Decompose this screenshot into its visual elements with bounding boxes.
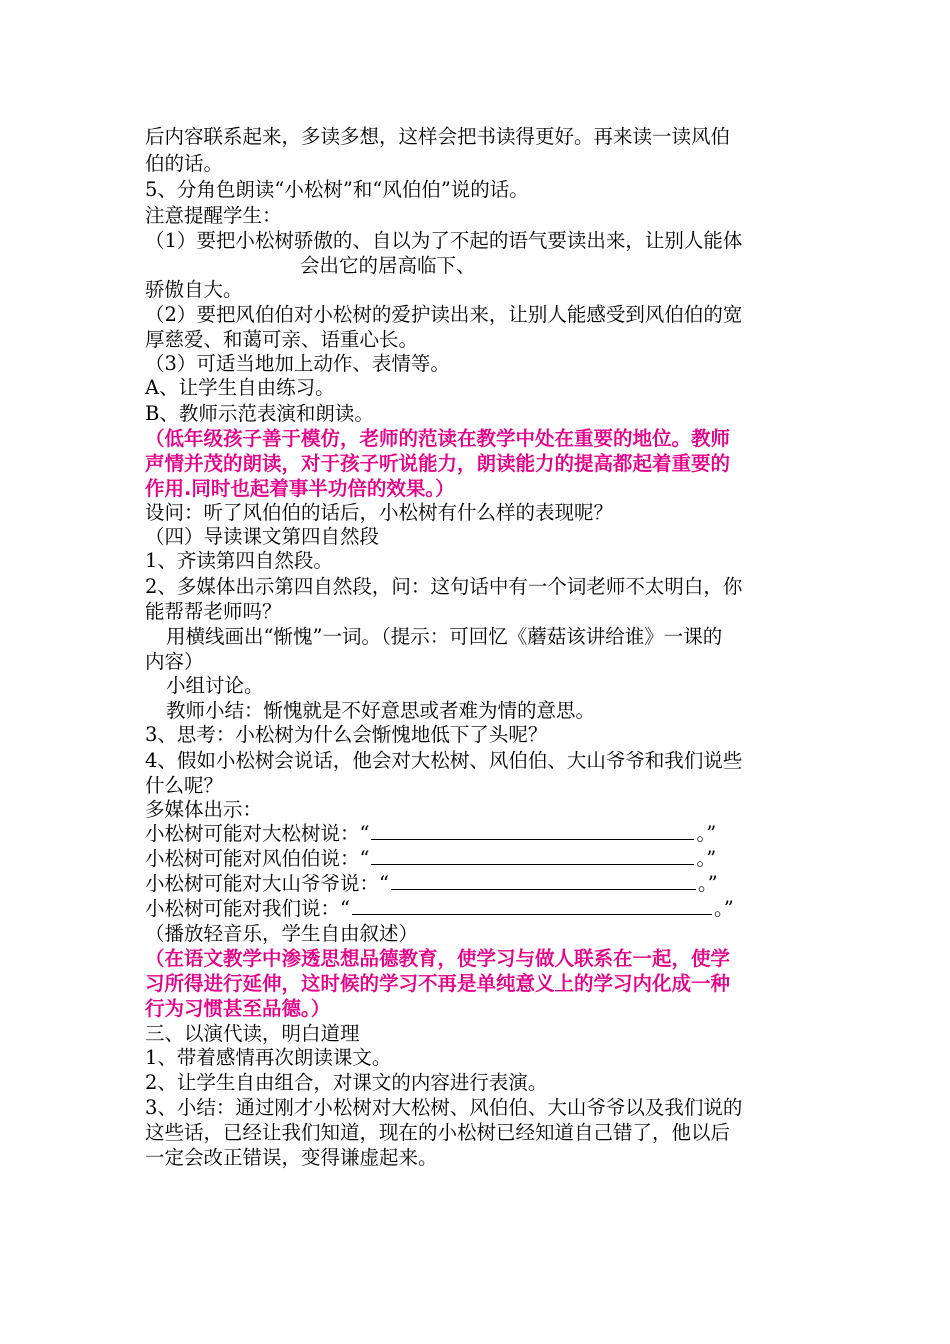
- text-line: 4、假如小松树会说话，他会对大松树、风伯伯、大山爷爷和我们说些: [145, 749, 743, 772]
- fill-in-suffix: 。”: [696, 822, 717, 845]
- teaching-note: 行为习惯甚至品德。）: [145, 997, 331, 1020]
- teaching-note: 声情并茂的朗读，对于孩子听说能力，朗读能力的提高都起着重要的: [145, 452, 731, 475]
- answer-blank: [371, 846, 694, 865]
- fill-in-prefix: 小松树可能对大山爷爷说：“: [145, 872, 389, 895]
- fill-in-line: [145, 896, 734, 922]
- answer-blank: [352, 896, 712, 915]
- text-line: 3、小结：通过刚才小松树对大松树、风伯伯、大山爷爷以及我们说的: [145, 1096, 743, 1119]
- text-line: 能帮帮老师吗？: [145, 600, 282, 623]
- text-line: 1、齐读第四自然段。: [145, 549, 333, 572]
- text-line: （1）要把小松树骄傲的、自以为了不起的语气要读出来，让别人能体: [145, 229, 743, 252]
- text-line: 3、思考：小松树为什么会惭愧地低下了头呢？: [145, 723, 548, 746]
- answer-blank: [371, 821, 694, 840]
- section-heading: （四）导读课文第四自然段: [145, 525, 380, 548]
- text-line: 2、让学生自由组合，对课文的内容进行表演。: [145, 1071, 548, 1094]
- text-line: 2、多媒体出示第四自然段，问：这句话中有一个词老师不太明白，你: [145, 575, 743, 598]
- teaching-note: 习所得进行延伸，这时候的学习不再是单纯意义上的学习内化成一种: [145, 972, 731, 995]
- fill-in-line: [145, 846, 716, 872]
- fill-in-prefix: 小松树可能对大松树说：“: [145, 822, 370, 845]
- fill-in-prefix: 小松树可能对我们说：“: [145, 897, 350, 920]
- text-line: B、教师示范表演和朗读。: [145, 402, 374, 425]
- text-line: 教师小结：惭愧就是不好意思或者难为情的意思。: [166, 699, 596, 722]
- text-line: 什么呢？: [145, 774, 224, 797]
- fill-in-prefix: 小松树可能对风伯伯说：“: [145, 847, 370, 870]
- text-line: 内容）: [145, 650, 204, 673]
- text-line: A、让学生自由练习。: [145, 376, 335, 399]
- text-line: 骄傲自大。: [145, 278, 243, 301]
- text-line: 这些话，已经让我们知道，现在的小松树已经知道自己错了，他以后: [145, 1121, 731, 1144]
- text-line: 后内容联系起来，多读多想，这样会把书读得更好。再来读一读风伯: [145, 125, 731, 148]
- answer-blank: [391, 871, 696, 890]
- text-line: 小组讨论。: [166, 674, 264, 697]
- text-line: 设问：听了风伯伯的话后，小松树有什么样的表现呢？: [145, 501, 614, 524]
- text-line: 伯的话。: [145, 152, 224, 175]
- step-5-heading: 5、分角色朗读“小松树”和“风伯伯”说的话。: [145, 178, 529, 201]
- text-line: （2）要把风伯伯对小松树的爱护读出来，让别人能感受到风伯伯的宽: [145, 303, 743, 326]
- text-line: 1、带着感情再次朗读课文。: [145, 1046, 392, 1069]
- fill-in-line: [145, 871, 718, 897]
- text-line: 一定会改正错误，变得谦虚起来。: [145, 1146, 438, 1169]
- text-line: （播放轻音乐，学生自由叙述）: [145, 922, 419, 945]
- text-line: （3）可适当地加上动作、表情等。: [145, 352, 450, 375]
- text-line: 厚慈爱、和蔼可亲、语重心长。: [145, 328, 419, 351]
- text-line: 注意提醒学生：: [145, 204, 282, 227]
- text-line: 多媒体出示：: [145, 798, 263, 821]
- text-line: 用横线画出“惭愧”一词。（提示：可回忆《蘑菇该讲给谁》一课的: [166, 625, 723, 648]
- text-line: 会出它的居高临下、: [300, 254, 476, 277]
- teaching-note: （在语文教学中渗透思想品德教育，使学习与做人联系在一起，使学: [145, 947, 731, 970]
- fill-in-line: [145, 821, 716, 847]
- teaching-note: （低年级孩子善于模仿，老师的范读在教学中处在重要的地位。教师: [145, 427, 731, 450]
- fill-in-suffix: 。”: [713, 897, 734, 920]
- teaching-note: 作用.同时也起着事半功倍的效果。）: [145, 477, 455, 500]
- fill-in-suffix: 。”: [697, 872, 718, 895]
- section-heading: 三、以演代读，明白道理: [145, 1022, 360, 1045]
- fill-in-suffix: 。”: [696, 847, 717, 870]
